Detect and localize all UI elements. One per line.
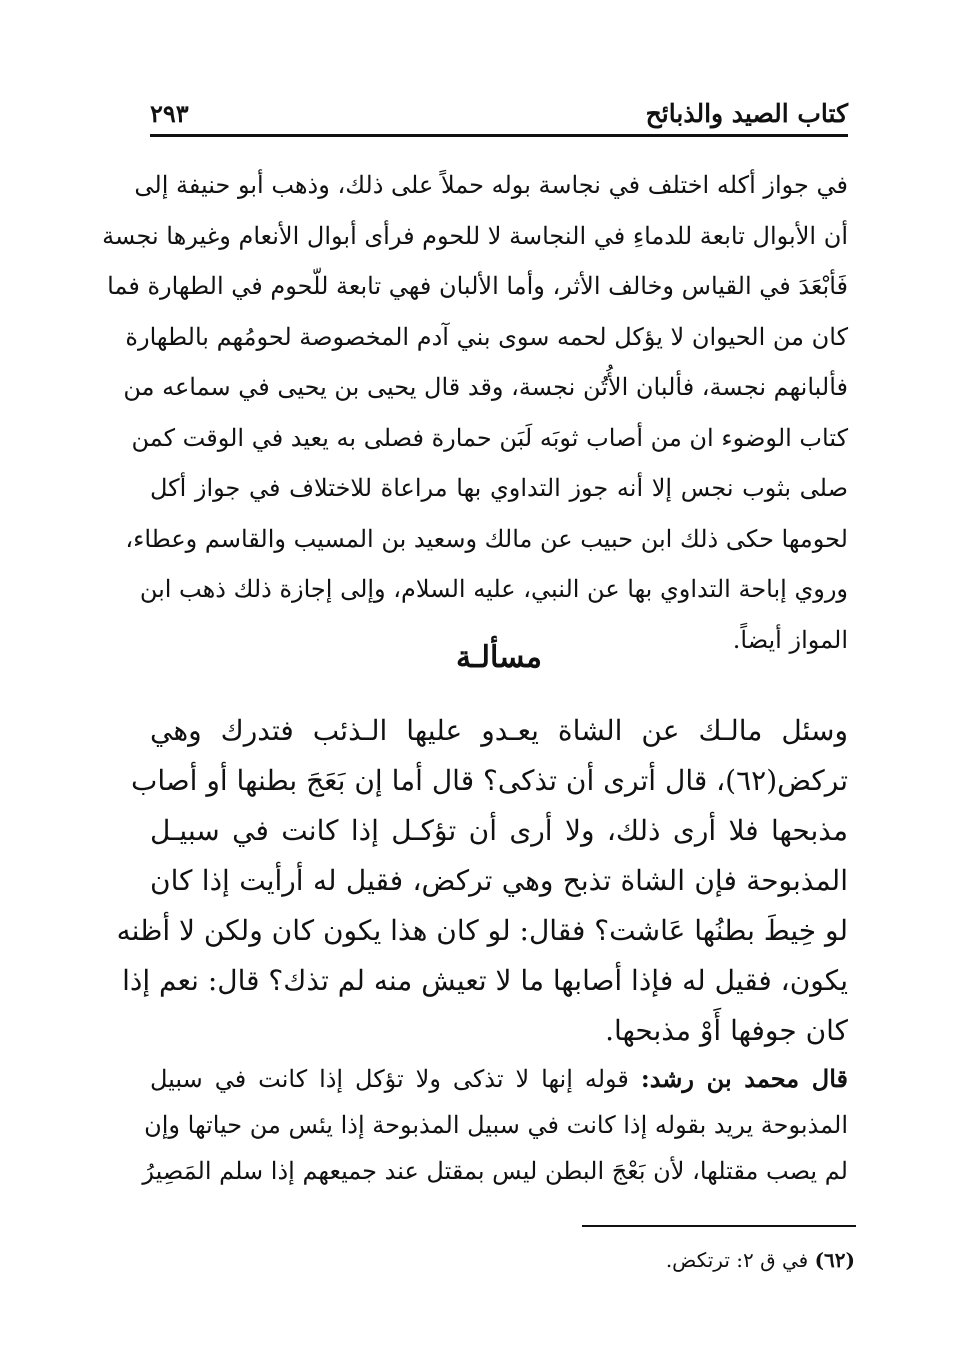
text-line: لو خِيطَ بطنُها عَاشت؟ فقال: لو كان هذا يكون كان ولكن لا أظنه: [116, 914, 848, 947]
text-line: المذبوحة فإن الشاة تذبح وهي تركض، فقيل له أرأيت إذا كان: [150, 864, 848, 897]
footnote-number: (٦٢): [814, 1248, 855, 1272]
text-line: أن الأبوال تابعة للدماءِ في النجاسة لا للحوم فرأى أبوال الأنعام وغيرها نجسة: [102, 221, 848, 250]
running-title: كتاب الصيد والذبائح: [645, 99, 848, 128]
page-number: ٢٩٣: [150, 99, 189, 128]
text-line: وسئل مالـك عن الشاة يعـدو عليها الـذئب فتدرك وهي: [150, 714, 848, 747]
running-header: [150, 88, 848, 128]
text-fragment: قوله إنها لا تذكى ولا تؤكل إذا كانت في سبيل: [150, 1065, 641, 1093]
section-heading: مسألـة: [456, 640, 542, 675]
text-line: لم يصب مقتلها، لأن بَعْجَ البطن ليس بمقتل عند جميعهم إذا سلم المَصِيرُ: [142, 1157, 848, 1185]
commentator-lead: قال محمد بن رشد:: [640, 1064, 849, 1093]
text-line: صلى بثوب نجس إلا أنه جوز التداوي بها مراعاة للاختلاف في جواز أكل: [150, 474, 848, 502]
text-line: كان من الحيوان لا يؤكل لحمه سوى بني آدم المخصوصة لحومُهم بالطهارة: [125, 322, 848, 351]
paragraph-3: [142, 1056, 849, 1194]
text-line: يكون، فقيل له فإذا أصابها ما لا تعيش منه لم تذك؟ قال: نعم إذا: [122, 964, 848, 997]
text-line: مذبحها فلا أرى ذلك، ولا أرى أن تؤكـل إذا كانت في سبيـل: [150, 814, 848, 847]
text-line: المواز أيضاً.: [732, 625, 848, 654]
text-line: لحومها حكى ذلك ابن حبيب عن مالك وسعيد بن المسيب والقاسم وعطاء،: [125, 524, 848, 553]
text-line: تركض(٦٢)، قال أترى أن تذكى؟ قال أما إن بَعَجَ بطنها أو أصاب: [131, 764, 848, 797]
text-line: فَأبْعَدَ في القياس وخالف الأثر، وأما الألبان فهي تابعة للّحوم في الطهارة فما: [107, 272, 848, 300]
text-line: كتاب الوضوء ان من أصاب ثوبَه لَبَن حمارة فصلى به يعيد في الوقت كمن: [131, 423, 848, 452]
header-rule: [150, 134, 848, 137]
text-line: فألبانهم نجسة، فألبان الأُتُن نجسة، وقد قال يحيى بن يحيى في سماعه من: [123, 373, 848, 401]
text-line: وروي إباحة التداوي بها عن النبي، عليه السلام، وإلى إجازة ذلك ذهب ابن: [139, 575, 848, 603]
paragraph-1: [102, 160, 848, 665]
footnote: [500, 1244, 855, 1276]
text-line: [150, 1056, 848, 1102]
text-line: كان جوفها أَوْ مذبحها.: [605, 1014, 848, 1047]
footnote-rule: [582, 1225, 856, 1227]
text-line: المذبوحة يريد بقوله إذا كانت في سبيل المذبوحة إذا يئس من حياتها وإن: [144, 1111, 848, 1139]
text-line: في جواز أكله اختلف في نجاسة بوله حملاً على ذلك، وذهب أبو حنيفة إلى: [134, 171, 848, 199]
paragraph-2: [116, 706, 848, 1056]
footnote-text: في ق ٢: ترتكض.: [665, 1248, 815, 1272]
